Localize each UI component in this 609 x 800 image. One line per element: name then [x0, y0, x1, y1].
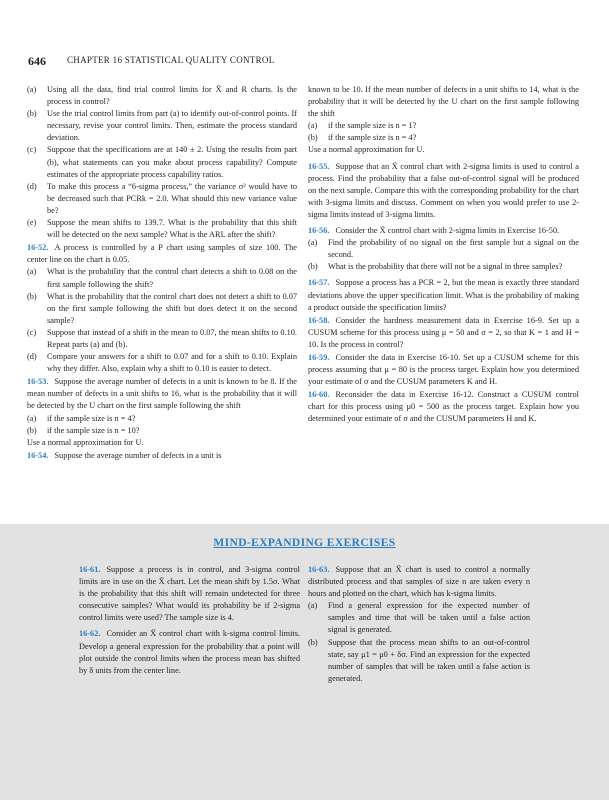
exercise-number: 16-60. — [308, 390, 330, 400]
list-item: (a) Find the probability of no signal on the first sample but a signal on the second. — [308, 238, 579, 260]
exercise-16-52: 16-52. A process is controlled by a P chart using samples of size 100. The center line on the chart is 0.05. — [27, 243, 297, 265]
exercise-number: 16-53. — [27, 377, 49, 387]
page-number: 646 — [28, 54, 46, 68]
mind-left-column — [79, 563, 300, 677]
section-title: MIND-EXPANDING EXERCISES — [213, 537, 396, 549]
mind-right-column — [308, 563, 530, 685]
exercise-number: 16-58. — [308, 315, 330, 325]
running-title: CHAPTER 16 STATISTICAL QUALITY CONTROL — [67, 55, 275, 65]
exercise-16-55: 16-55. Suppose that an X̄ control chart with 2-sigma limits is used to control a process. Find the probability that a false out-of-control signal will be produced on the next sample. Compare this with the corresponding probability for the chart with 3-sigma limits and discuss. Comment on when you would prefer to use 2-sigma limits instead of 3-sigma limits. — [308, 161, 579, 219]
exercise-number: 16-62. — [79, 629, 101, 639]
exercise-16-59: 16-59. Consider the data in Exercise 16-10. Set up a CUSUM scheme for this process assuming that μ = 80 is the process target. Explain how you determined your estimate of σ and the CUSUM parameters K and H. — [308, 352, 579, 387]
list-item: (b) What is the probability that there will not be a signal in three samples? — [308, 262, 563, 272]
list-item: (b) if the sample size is n = 10? — [27, 425, 140, 435]
list-item: (c) Suppose that the specifications are at 140 ± 2. Using the results from part (b), what statements can you make about process capability? Compute estimates of the appropriate process capability ratios. — [27, 145, 297, 179]
exercise-number: 16-56. — [308, 226, 330, 236]
list-item: (a) if the sample size is n = 4? — [27, 413, 136, 423]
exercise-number: 16-61. — [79, 565, 101, 574]
note: Use a normal approximation for U. — [27, 437, 144, 447]
list-item: (a) Find a general expression for the expected number of samples and time that will be taken until a false action signal is generated. — [308, 601, 530, 635]
exercise-16-63: 16-63. Suppose that an X̄ chart is used to control a normally distributed process and that samples of size n are taken every n hours and plotted on the chart, which has k-sigma limits. — [308, 565, 530, 599]
exercise-number: 16-63. — [308, 565, 330, 574]
exercise-number: 16-54. — [27, 450, 49, 460]
exercise-number: 16-59. — [308, 352, 330, 362]
exercise-16-57: 16-57. Suppose a process has a PCR = 2, but the mean is exactly three standard deviations above the upper specification limit. What is the probability of making a product outside the specification limits? — [308, 278, 579, 312]
exercise-number: 16-55. — [308, 161, 330, 171]
list-item: (c) Suppose that instead of a shift in the mean to 0.07, the mean shifts to 0.10. Repeat parts (a) and (b). — [27, 327, 297, 349]
exercise-16-60: 16-60. Reconsider the data in Exercise 16-12. Construct a CUSUM control chart for this process using μ0 = 500 as the process target. Explain how you determined your estimate of σ and the CUSUM parameters H and K. — [308, 390, 579, 424]
exercise-16-62: 16-62. Consider an X̄ control chart with k-sigma control limits. Develop a general expression for the probability that a point will plot outside the control limits when the process mean has shifted by δ units from the center line. — [79, 629, 300, 675]
exercise-16-61: 16-61. Suppose a process is in control, and 3-sigma control limits are in use on the X̄ chart. Let the mean shift by 1.5σ. What is the probability that this shift will remain undetected for three consecutive samples? What would its probability be if 2-sigma control limits were used? The sample size is 4. — [79, 565, 300, 623]
page-header — [28, 54, 588, 68]
list-item: (b) Suppose that the process mean shifts to an out-of-control state, say μ1 = μ0 + δσ. Find an expression for the expected number of samples that will be taken until a false action is generated. — [308, 637, 530, 683]
list-item: (a) if the sample size is n = 1? — [308, 121, 417, 131]
note: Use a normal approximation for U. — [308, 145, 425, 155]
exercise-16-54-continued: known to be 10. If the mean number of defects in a unit shifts to 14, what is the probability that it will be detected by the U chart on the first sample following the shift — [308, 85, 579, 119]
exercise-16-56: 16-56. Consider the X̄ control chart with 2-sigma limits in Exercise 16-50. — [308, 226, 560, 236]
exercise-16-54: 16-54. Suppose the average number of defects in a unit is — [27, 450, 222, 460]
exercise-16-58: 16-58. Consider the hardness measurement data in Exercise 16-9. Set up a CUSUM scheme for this process using μ = 50 and σ = 2, so that K = 1 and H = 10. Is the process in control? — [308, 315, 579, 349]
list-item: (a) What is the probability that the control chart detects a shift to 0.08 on the first sample following the shift? — [27, 267, 297, 289]
list-item: (e) Suppose the mean shifts to 139.7. What is the probability that this shift will be detected on the next sample? What is the ARL after the shift? — [27, 218, 297, 240]
list-item: (b) Use the trial control limits from part (a) to identify out-of-control points. If necessary, revise your control limits. Then, estimate the process standard deviation. — [27, 109, 297, 143]
exercise-number: 16-57. — [308, 278, 330, 288]
exercise-16-53: 16-53. Suppose the average number of defects in a unit is known to be 8. If the mean number of defects in a unit shifts to 16, what is the probability that it will be detected by the U chart on the first sample following the shift — [27, 377, 297, 411]
list-item: (d) Compare your answers for a shift to 0.07 and for a shift to 0.10. Explain why they differ. Also, explain why a shift to 0.10 is easier to detect. — [27, 352, 297, 374]
left-column — [27, 84, 297, 462]
exercise-number: 16-52. — [27, 243, 49, 253]
ex16-51-parts — [27, 84, 297, 241]
list-item: (b) What is the probability that the control chart does not detect a shift to 0.07 on the first sample following the shift but does detect it on the second sample? — [27, 291, 297, 325]
list-item: (b) if the sample size is n = 4? — [308, 133, 417, 143]
list-item: (a) Using all the data, find trial control limits for X̄ and R charts. Is the process in control? — [27, 85, 297, 107]
right-column — [308, 84, 579, 426]
list-item: (d) To make this process a “6-sigma process,” the variance σ² would have to be decreased such that PCRk = 2.0. What should this new variance value be? — [27, 181, 297, 215]
